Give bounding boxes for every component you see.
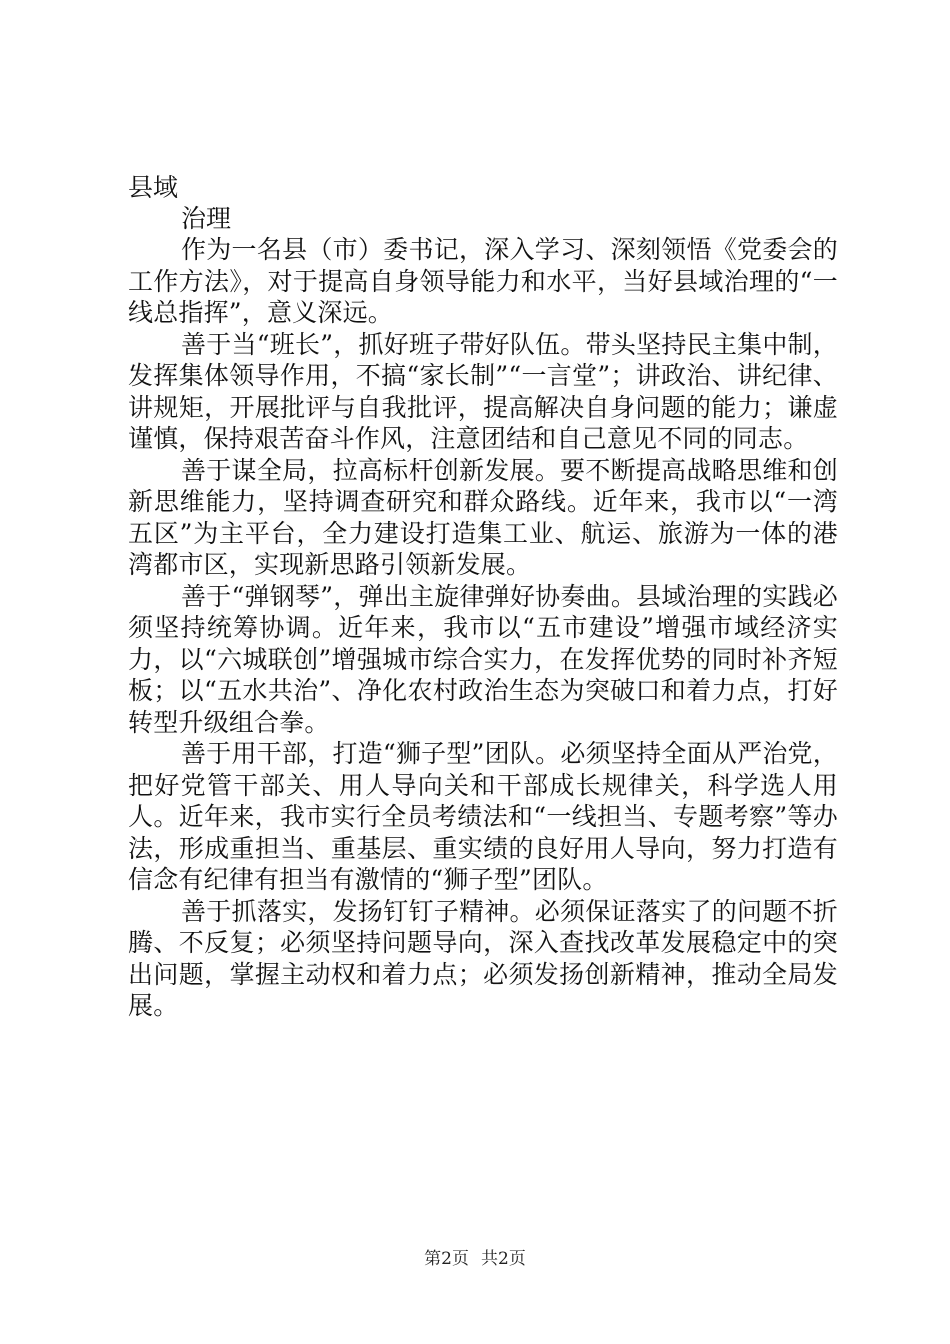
page-footer xyxy=(0,1244,950,1269)
paragraph-intro: 作为一名县（市）委书记，深入学习、深刻领悟《党委会的工作方法》，对于提高自身领导能力和水平，当好县域治理的“一线总指挥”，意义深远。 xyxy=(128,235,838,327)
paragraph-coordination: 善于“弹钢琴”，弹出主旋律弹好协奏曲。县域治理的实践必须坚持统筹协调。近年来，我市以“五市建设”增强市域经济实力，以“六城联创”增强城市综合实力，在发挥优势的同时补齐短板；以“五水共治”、净化农村政治生态为突破口和着力点，打好转型升级组合拳。 xyxy=(128,581,838,737)
page-number-total: 共2页 xyxy=(481,1249,526,1269)
paragraph-cadres: 善于用干部，打造“狮子型”团队。必须坚持全面从严治党，把好党管干部关、用人导向关和干部成长规律关，科学选人用人。近年来，我市实行全员考绩法和“一线担当、专题考察”等办法，形成重担当、重基层、重实绩的良好用人导向，努力打造有信念有纪律有担当有激情的“狮子型”团队。 xyxy=(128,739,838,894)
document-body xyxy=(128,172,838,1022)
paragraph-overall-plan: 善于谋全局，拉高标杆创新发展。要不断提高战略思维和创新思维能力，坚持调查研究和群众路线。近年来，我市以“一湾五区”为主平台，全力建设打造集工业、航运、旅游为一体的港湾都市区，实现新思路引领新发展。 xyxy=(128,455,838,579)
heading-line-2: 治理 xyxy=(181,204,232,233)
page-number-current: 第2页 xyxy=(424,1249,469,1269)
heading-line-1: 县域 xyxy=(128,173,179,202)
paragraph-implementation: 善于抓落实，发扬钉钉子精神。必须保证落实了的问题不折腾、不反复；必须坚持问题导向，深入查找改革发展稳定中的突出问题，掌握主动权和着力点；必须发扬创新精神，推动全局发展。 xyxy=(128,896,838,1020)
paragraph-team-leader: 善于当“班长”，抓好班子带好队伍。带头坚持民主集中制，发挥集体领导作用，不搞“家长制”“一言堂”；讲政治、讲纪律、讲规矩，开展批评与自我批评，提高解决自身问题的能力；谦虚谨慎，保持艰苦奋斗作风，注意团结和自己意见不同的同志。 xyxy=(128,329,838,453)
